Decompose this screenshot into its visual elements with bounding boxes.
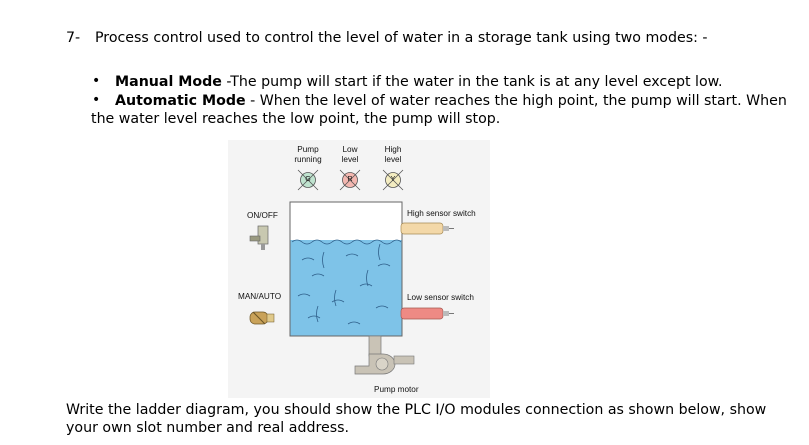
automatic-mode-continuation: the water level reaches the low point, the pump will stop. (91, 111, 501, 127)
lamp-letter-g: G (305, 176, 311, 183)
high-sensor-switch-icon (401, 223, 454, 234)
tank-process-figure (228, 140, 490, 398)
pump-motor-label: Pump motor (374, 385, 419, 394)
instruction-line-1: Write the ladder diagram, you should show the PLC I/O modules connection as shown below, show (66, 402, 767, 418)
automatic-mode-title: Automatic Mode (115, 93, 246, 109)
pump-running-label: Pump running (294, 145, 322, 164)
man-auto-label: MAN/AUTO (238, 292, 282, 301)
manual-mode-desc: -The pump will start if the water in the tank is at any level except low. (221, 74, 723, 90)
manual-mode-item (115, 73, 722, 91)
question-title: Process control used to control the level of water in a storage tank using two modes: - (95, 30, 708, 46)
low-level-label: Low level (341, 145, 359, 164)
low-sensor-label: Low sensor switch (407, 293, 474, 302)
manual-mode-title: Manual Mode (115, 74, 222, 90)
automatic-mode-item (115, 92, 787, 110)
on-off-switch-icon (250, 226, 268, 250)
man-auto-selector-icon (250, 312, 274, 324)
automatic-mode-desc: - When the level of water reaches the high point, the pump will start. When (245, 93, 787, 109)
bullet-icon: • (92, 92, 101, 108)
pump-motor-icon (355, 336, 414, 374)
low-sensor-switch-icon (401, 308, 454, 319)
lamp-letter-r: R (347, 176, 353, 183)
high-sensor-label: High sensor switch (407, 209, 476, 218)
question-number: 7- (66, 30, 81, 46)
instruction-line-2: your own slot number and real address. (66, 420, 350, 436)
tank-diagram (228, 140, 490, 398)
lamp-letter-y: Y (390, 176, 396, 183)
on-off-label: ON/OFF (247, 211, 278, 220)
high-level-label: High level (384, 145, 402, 164)
bullet-icon: • (92, 73, 101, 89)
tank-water (291, 240, 402, 336)
